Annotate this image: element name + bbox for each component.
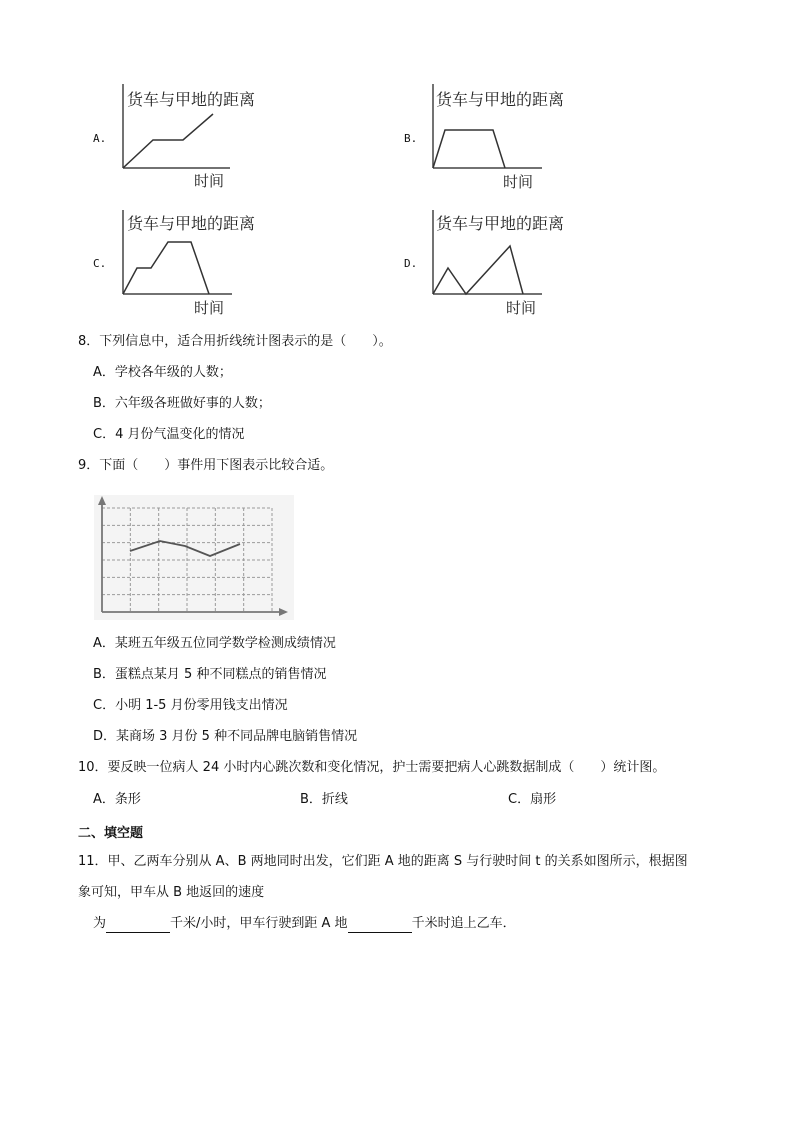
q7-line-c <box>123 242 209 294</box>
graph-title: 货车与甲地的距离 <box>436 90 565 109</box>
q10-option-b[interactable]: B．折线 <box>300 792 348 807</box>
q9-line-chart <box>94 495 294 620</box>
q8-stem: 8．下列信息中，适合用折线统计图表示的是（ ）。 <box>78 334 392 349</box>
q10-option-a[interactable]: A．条形 <box>93 792 141 807</box>
graph-title: 货车与甲地的距离 <box>127 90 256 109</box>
q11-text-a: 为 <box>93 916 107 931</box>
q11-line2: 象可知，甲车从 B 地返回的速度 <box>78 885 265 900</box>
q9-option-d[interactable]: D．某商场 3 月份 5 种不同品牌电脑销售情况 <box>93 729 358 744</box>
graph-title: 货车与甲地的距离 <box>436 214 565 233</box>
q9-option-b[interactable]: B．蛋糕点某月 5 种不同糕点的销售情况 <box>93 667 327 682</box>
q9-option-a[interactable]: A．某班五年级五位同学数学检测成绩情况 <box>93 636 336 651</box>
option-letter: A. <box>93 132 107 145</box>
q8-option-b[interactable]: B．六年级各班做好事的人数； <box>93 396 271 411</box>
q10-option-c[interactable]: C．扇形 <box>508 792 557 807</box>
q7-line-a <box>123 114 213 168</box>
q7-line-d <box>433 246 523 294</box>
graph-xlabel: 时间 <box>194 172 225 190</box>
graph-title: 货车与甲地的距离 <box>127 214 256 233</box>
option-letter: C. <box>93 257 107 270</box>
q7-line-b <box>433 130 505 168</box>
graph-xlabel: 时间 <box>194 299 225 317</box>
q8-option-a[interactable]: A．学校各年级的人数； <box>93 365 232 380</box>
option-letter: B. <box>404 132 418 145</box>
q11-text-c: 千米时追上乙车． <box>411 916 516 931</box>
q9-option-c[interactable]: C．小明 1-5 月份零用钱支出情况 <box>93 698 288 713</box>
q11-line3 <box>93 915 516 933</box>
q10-stem: 10．要反映一位病人 24 小时内心跳次数和变化情况，护士需要把病人心跳数据制成（ ）统计图。 <box>78 760 666 775</box>
graph-xlabel: 时间 <box>503 173 534 191</box>
q9-stem: 9．下面（ ）事件用下图表示比较合适。 <box>78 458 334 473</box>
section-title: 二、填空题 <box>78 826 144 841</box>
graph-xlabel: 时间 <box>506 299 537 317</box>
answer-blank-speed[interactable] <box>106 916 170 933</box>
answer-blank-distance[interactable] <box>348 916 412 933</box>
q11-text-b: 千米/小时，甲车行驶到距 A 地 <box>170 916 348 931</box>
q8-option-c[interactable]: C．4 月份气温变化的情况 <box>93 427 245 442</box>
q11-line1: 11．甲、乙两车分别从 A、B 两地同时出发，它们距 A 地的距离 S 与行驶时间 t 的关系如图所示，根据图 <box>78 854 688 869</box>
option-letter: D. <box>404 257 418 270</box>
